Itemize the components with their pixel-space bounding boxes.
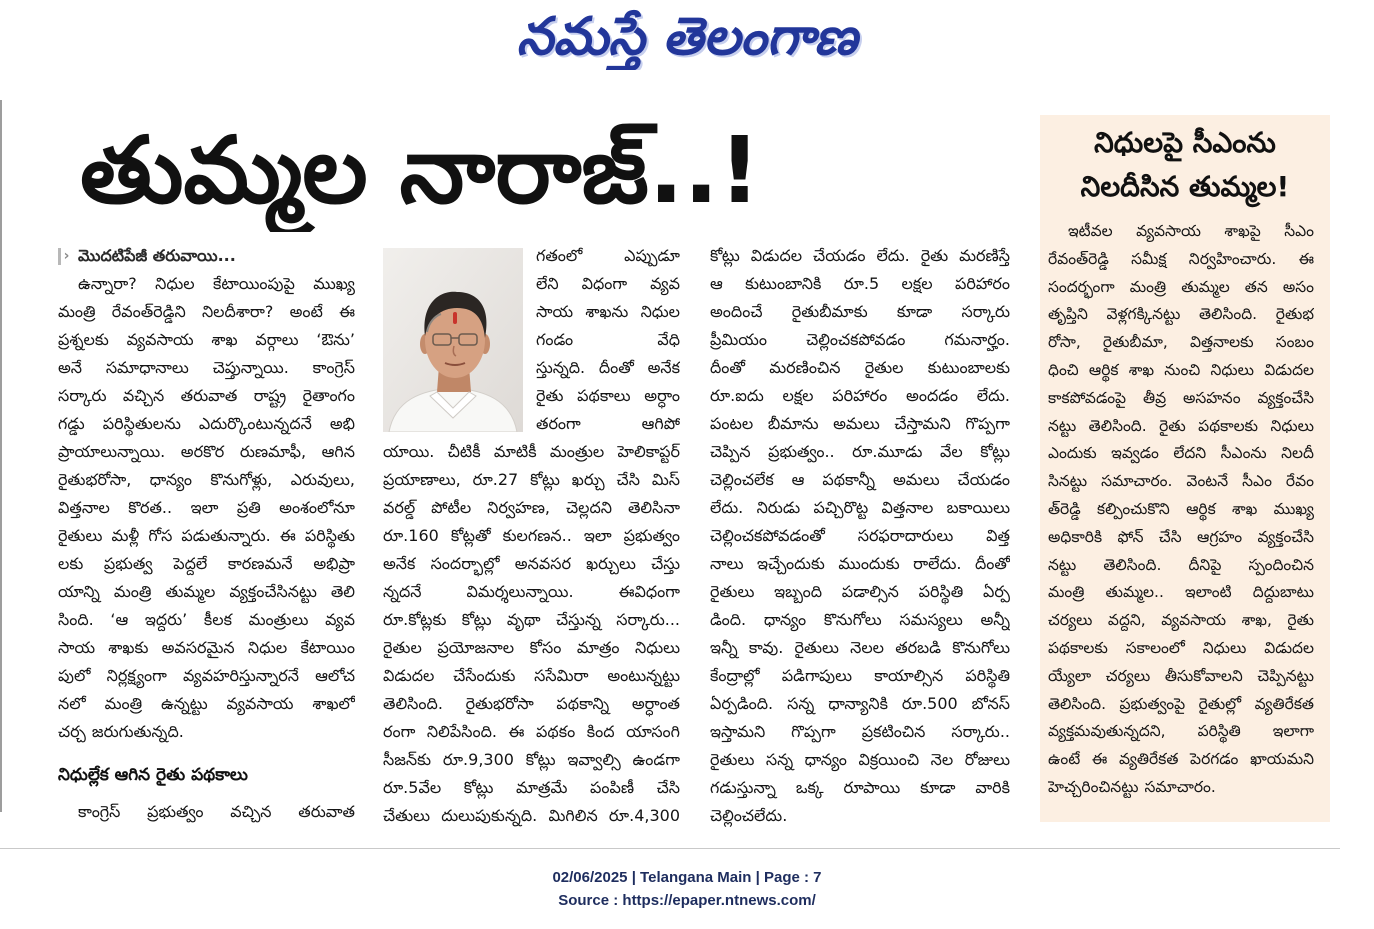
text-line: చెల్లించలేక ఆ పథకాన్నీ అమలు చేయడం [710, 470, 1010, 489]
text-line: గడ్డు పరిస్థితులను ఎదుర్కొంటున్నదనే అభి [58, 414, 355, 433]
article-column-3 [710, 242, 1010, 830]
text-line: రైతుల ప్రయోజనాల కోసం మాత్రం నిధులు [383, 638, 680, 657]
text-line: ఉన్నారా? నిధుల కేటాయింపుపై ముఖ్య [78, 274, 355, 293]
text-line: ప్రీమియం చెల్లించకపోవడం గమనార్హం. [710, 330, 1010, 349]
sidebar-text-line: హెచ్చరించినట్టు సమాచారం. [1048, 777, 1216, 796]
intro-paragraph [58, 270, 355, 746]
sidebar-text-line: నట్టు తెలిసింది. రైతు పథకాలకు నిధులు [1048, 416, 1314, 435]
sidebar-text-line: మంత్రి తుమ్మల.. ఇలాంటి దిద్దుబాటు [1048, 583, 1314, 602]
text-line: విడుదల చేసేందుకు ససేమిరా అంటున్నట్టు [383, 666, 680, 685]
text-line: ఏర్పడింది. సన్న ధాన్యానికి రూ.500 బోనస్ [710, 694, 1010, 713]
headline: తుమ్మల నారాజ్..! [80, 117, 761, 224]
text-line: రైతుభరోసా, ధాన్యం కొనుగోళ్లు, ఎరువులు, [58, 470, 355, 489]
footer-dateline: 02/06/2025 | Telangana Main | Page : 7 [552, 869, 822, 886]
sidebar-text-line: అధికారికి ఫోన్ చేసి ఆగ్రహం వ్యక్తంచేసి [1048, 527, 1314, 546]
sidebar-text-line: తృప్తిని వెళ్లగక్కినట్టు తెలిసింది. రైతుభ [1048, 305, 1314, 324]
text-line: నలో మంత్రి ఉన్నట్టు వ్యవసాయ శాఖలో [58, 694, 355, 713]
text-line: సర్కారు వచ్చిన తరువాత రాష్ట్ర రైతాంగం [58, 386, 355, 405]
text-line: సాయ శాఖకు అవసరమైన నిధుల కేటాయిం [58, 638, 355, 657]
text-line: రూ.ఐదు లక్షల పరిహారం అందడం లేదు. [710, 386, 1010, 405]
article-column-1 [58, 242, 355, 826]
footer-divider [0, 848, 1340, 849]
text-line: రంగా నిలిపేసింది. ఈ పథకం కింద యాసంగి [383, 722, 680, 741]
text-line: దీంతో మరణించిన రైతుల కుటుంబాలకు [710, 358, 1010, 377]
text-line: రూ.కోట్లకు కోట్లు వృథా చేస్తున్న సర్కారు... [383, 610, 680, 629]
text-line: కోట్లు విడుదల చేయడం లేదు. రైతు మరణిస్తే [710, 246, 1010, 265]
text-line: కాంగ్రెస్ ప్రభుత్వం వచ్చిన తరువాత [78, 802, 355, 821]
section-paragraph [58, 798, 355, 826]
sidebar-text-line: సందర్భంగా మంత్రి తుమ్మల తన అసం [1048, 277, 1314, 296]
sidebar-body [1048, 218, 1314, 802]
text-line: ఆ కుటుంబానికి రూ.5 లక్షల పరిహారం [710, 274, 1010, 293]
text-line: చెల్లించలేదు. [710, 806, 788, 825]
text-line: నాలు ఇచ్చేందుకు ముందుకు రాలేదు. దీంతో [710, 554, 1010, 573]
portrait-photo [383, 248, 523, 432]
text-line: లకు ప్రభుత్వ పెద్దలే కారణమనే అభిప్రా [58, 554, 355, 573]
text-line: వరల్డ్ పోటీల నిర్వహణ, చెల్లదని తెలిసినా [383, 498, 680, 517]
sidebar-text-line: య్యేలా చర్యలు తీసుకోవాలని చెప్పినట్టు [1048, 666, 1314, 685]
text-line: అందించే రైతుబీమాకు కూడా సర్కారు [710, 302, 1010, 321]
text-line: యాన్ని మంత్రి తుమ్మల వ్యక్తంచేసినట్టు తెలి [58, 582, 355, 601]
sidebar-text-line: ఇటీవల వ్యవసాయ శాఖపై సీఎం [1068, 222, 1314, 240]
sidebar-text-line: రేవంత్‌రెడ్డి సమీక్ష నిర్వహించారు. ఈ [1048, 249, 1314, 268]
footer [0, 866, 1374, 912]
text-line: విత్తనాల కొరత.. ఇలా ప్రతి అంశంలోనూ [58, 498, 355, 517]
text-line: అనే సమాధానాలు చెప్తున్నాయి. కాంగ్రెస్ [58, 358, 355, 377]
text-line: తెలిసింది. రైతుభరోసా పథకాన్ని అర్ధాంత [383, 694, 680, 713]
text-line: సీజన్‌కు రూ.9,300 కోట్లు ఇవ్వాల్సి ఉండగా [383, 750, 680, 769]
text-line: ప్రాయాలున్నాయి. అరకొర రుణమాఫీ, ఆగిన [58, 442, 355, 461]
text-line: ఇన్నీ కావు. రైతులు నెలల తరబడి కొనుగోలు [710, 638, 1010, 657]
text-line: పులో నిర్లక్ష్యంగా వ్యవహరిస్తున్నారనే ఆలోచ [58, 666, 355, 685]
sidebar-text-line: పథకాలకు సకాలంలో నిధులు విడుదల [1048, 638, 1314, 657]
sidebar-text-line: తెలిసింది. ప్రభుత్వంపై రైతుల్లో వ్యతిరేకత [1048, 694, 1314, 713]
text-line: ప్రయాణాలు, రూ.27 కోట్లు ఖర్చు చేసి మిస్ [383, 470, 680, 489]
text-line: చెల్లించకపోవడంతో సరఫరాదారులు విత్త [710, 526, 1010, 545]
text-line: పంటల బీమాను అమలు చేస్తామని గొప్పగా [710, 414, 1010, 433]
continued-from-front-page [58, 242, 355, 270]
text-line: చేతులు దులుపుకున్నది. మిగిలిన రూ.4,300 [383, 806, 680, 825]
text-line: చెప్పిన ప్రభుత్వం.. రూ.మూడు వేల కోట్లు [710, 442, 1010, 461]
text-line: ప్రశ్నలకు వ్యవసాయ శాఖ వర్గాలు ‘ఔను’ [58, 330, 355, 349]
text-line: గతంలో ఎప్పుడూ [536, 246, 680, 265]
sidebar-title-line: నిలదీసిన తుమ్మల! [1080, 170, 1290, 203]
text-line: రైతు పథకాలు అర్ధాం [536, 386, 680, 405]
sidebar-text-line: సినట్టు సమాచారం. వెంటనే సీఎం రేవం [1048, 472, 1314, 491]
article-subheading: నిధుల్లేక ఆగిన రైతు పథకాలు [58, 765, 248, 785]
text-line: రైతులు ఇబ్బంది పడాల్సిన పరిస్థితి ఏర్ప [710, 582, 1010, 601]
text-line: స్తున్నది. దీంతో అనేక [536, 358, 680, 377]
sidebar-text-line: రోసా, రైతుబీమా, విత్తనాలకు సంబం [1048, 333, 1314, 352]
sidebar-text-line: నట్టు తెలిసింది. దీనిపై స్పందించిన [1048, 555, 1314, 574]
text-line: రైతులు మళ్లీ గోస పడుతున్నారు. ఈ పరిస్థితు [58, 526, 355, 545]
text-line: లేదు. నిరుడు పచ్చిరొట్ట విత్తనాల బకాయిలు [710, 498, 1010, 517]
text-line: అనేక సందర్భాల్లో అనవసర ఖర్చులు చేస్తు [383, 554, 680, 573]
sidebar-text-line: ఎందుకు ఇవ్వడం లేదని సీఎంను నిలదీ [1048, 444, 1314, 463]
text-line: ఇస్తామని గొప్పగా ప్రకటించిన సర్కారు.. [710, 722, 1010, 741]
text-line: న్నదనే విమర్శలున్నాయి. ఈవిధంగా [383, 582, 680, 601]
sidebar-text-line: కాకపోవడంపై తీవ్ర అసహనం వ్యక్తంచేసి [1048, 388, 1314, 407]
portrait-image [383, 248, 523, 432]
sidebar-text-line: చర్యలు వద్దని, వ్యవసాయ శాఖ, రైతు [1048, 611, 1314, 630]
text-line: డింది. ధాన్యం కొనుగోలు సమస్యలు అన్నీ [710, 610, 1010, 629]
sidebar-title [1040, 121, 1330, 209]
text-line: మంత్రి రేవంత్‌రెడ్డిని నిలదీశారా? అంటే ఈ [58, 302, 355, 321]
left-margin-rule [0, 100, 2, 812]
footer-source: Source : https://epaper.ntnews.com/ [558, 892, 816, 909]
text-line: యాయి. చీటికీ మాటికీ మంత్రుల హెలికాప్టర్ [383, 442, 680, 461]
sidebar-title-line: నిధులపై సీఎంను [1094, 126, 1276, 159]
sidebar-text-line: ధించి ఆర్థిక శాఖ నుంచి నిధులు విడుదల [1048, 360, 1314, 379]
text-line: రూ.5వేల కోట్లు మాత్రమే పంపిణీ చేసి [383, 778, 680, 797]
text-line: సింది. ‘ఆ ఇద్దరు’ కీలక మంత్రులు వ్యవ [58, 610, 355, 629]
text-line: గడుస్తున్నా ఒక్క రూపాయి కూడా వారికి [710, 778, 1010, 797]
text-line: చర్చ జరుగుతున్నది. [58, 722, 184, 741]
text-line: రైతులు సన్న ధాన్యం విక్రయించి నెల రోజులు [710, 750, 1010, 769]
text-line: లేని విధంగా వ్యవ [536, 274, 680, 293]
sidebar-text-line: వ్యక్తమవుతున్నదని, పరిస్థితి ఇలాగా [1048, 722, 1314, 741]
article-column-2-beside-photo [536, 242, 680, 438]
sidebar-box [1040, 115, 1330, 822]
sidebar-text-line: ఉంటే ఈ వ్యతిరేకత పెరగడం ఖాయమని [1048, 750, 1314, 769]
text-line: తరంగా ఆగిపో [536, 414, 680, 433]
text-line: కేంద్రాల్లో పడిగాపులు కాయాల్సిన పరిస్థితి [710, 666, 1010, 685]
continued-label: మొదటిపేజీ తరువాయి... [78, 246, 236, 265]
text-line: గండం వేధి [536, 330, 680, 349]
text-line: రూ.160 కోట్లతో కులగణన.. ఇలా ప్రభుత్వం [383, 526, 680, 545]
chevron-right-icon: › [58, 248, 72, 265]
masthead-logo: నమస్తే తెలంగాణ [516, 7, 858, 67]
text-line: సాయ శాఖను నిధుల [536, 302, 680, 321]
sidebar-text-line: త్‌రెడ్డి కల్పించుకొని ఆర్థిక శాఖ ముఖ్య [1048, 499, 1314, 518]
article-column-2 [383, 438, 680, 830]
